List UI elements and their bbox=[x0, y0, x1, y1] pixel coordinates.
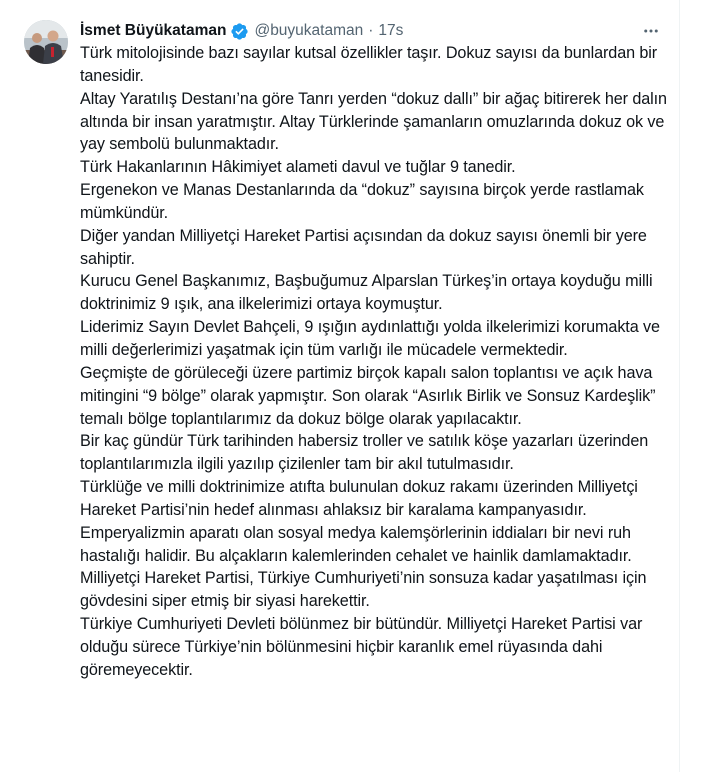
tweet-paragraph: Milliyetçi Hareket Partisi, Türkiye Cumhuriyeti’nin sonsuza kadar yaşatılması için gövdesini siper etmiş bir siyasi harekettir. bbox=[80, 569, 647, 611]
author-display-name[interactable]: İsmet Büyükataman bbox=[80, 22, 227, 39]
verified-badge-icon bbox=[230, 22, 249, 41]
tweet-header bbox=[80, 20, 403, 42]
avatar[interactable] bbox=[24, 20, 68, 64]
tweet-paragraph: Bir kaç gündür Türk tarihinden habersiz troller ve satılık köşe yazarları üzerinden toplantılarımızla ilgili yazılıp çizilenler tam bir akıl tutulmasıdır. bbox=[80, 432, 649, 474]
tweet-paragraph: Geçmişte de görüleceği üzere partimiz birçok kapalı salon toplantısı ve açık hava mitingini “9 bölge” olarak yapmıştır. Son olarak “Asırlık Birlik ve Sonsuz Kardeşlik” temalı bölge toplantılarımız da dokuz bölge olarak yapılacaktır. bbox=[80, 363, 656, 428]
tweet-paragraph: Kurucu Genel Başkanımız, Başbuğumuz Alparslan Türkeş’in ortaya koyduğu milli doktrinimiz 9 ışık, ana ilkelerimizi ortaya koymuştur. bbox=[80, 272, 653, 314]
tweet-paragraph: Altay Yaratılış Destanı’na göre Tanrı yerden “dokuz dallı” bir ağaç bitirerek her dalın altında bir insan yaratmıştır. Altay Türklerinde şamanların omuzlarında dokuz ok ve yay sembolü bulunmaktadır. bbox=[80, 89, 667, 154]
profile-photo bbox=[24, 20, 68, 64]
author-handle[interactable]: @buyukataman bbox=[254, 22, 364, 39]
tweet-paragraph: Türk Hakanlarının Hâkimiyet alameti davul ve tuğlar 9 tanedir. bbox=[80, 158, 516, 177]
tweet-paragraph: Emperyalizmin aparatı olan sosyal medya kalemşörlerinin iddiaları bir nevi ruh hastalığı halidir. Bu alçakların kalemlerinden cehalet ve hainlik damlamaktadır. bbox=[80, 523, 632, 565]
tweet-paragraph: Türklüğe ve milli doktrinimize atıfta bulunulan dokuz rakamı üzerinden Milliyetçi Hareket Partisi’nin hedef alınması ahlaksız bir karalama kampanyasıdır. bbox=[80, 478, 638, 519]
timestamp[interactable]: 17s bbox=[378, 22, 404, 39]
tweet-paragraph: Liderimiz Sayın Devlet Bahçeli, 9 ışığın aydınlattığı yolda ilkelerimizi korumakta ve milli değerlerimizi yaşatmak için tüm varlığı ile mücadele vermektedir. bbox=[80, 318, 660, 359]
separator-dot: · bbox=[368, 22, 374, 39]
tweet-paragraph: Türkiye Cumhuriyeti Devleti bölünmez bir bütündür. Milliyetçi Hareket Partisi var olduğu sürece Türkiye’nin bölünmesini hiçbir karanlık emel rüyasında dahi göremeyecektir. bbox=[80, 615, 643, 679]
tweet-paragraph: Türk mitolojisinde bazı sayılar kutsal özellikler taşır. Dokuz sayısı da bunlardan bir tanesidir. bbox=[80, 44, 658, 85]
tweet-paragraph: Diğer yandan Milliyetçi Hareket Partisi açısından da dokuz sayısı önemli bir yere sahiptir. bbox=[80, 226, 647, 268]
tweet-text bbox=[80, 42, 670, 682]
tweet-paragraph: Ergenekon ve Manas Destanlarında da “dokuz” sayısına birçok yerde rastlamak mümkündür. bbox=[80, 181, 644, 222]
more-dots-icon[interactable] bbox=[640, 21, 662, 41]
